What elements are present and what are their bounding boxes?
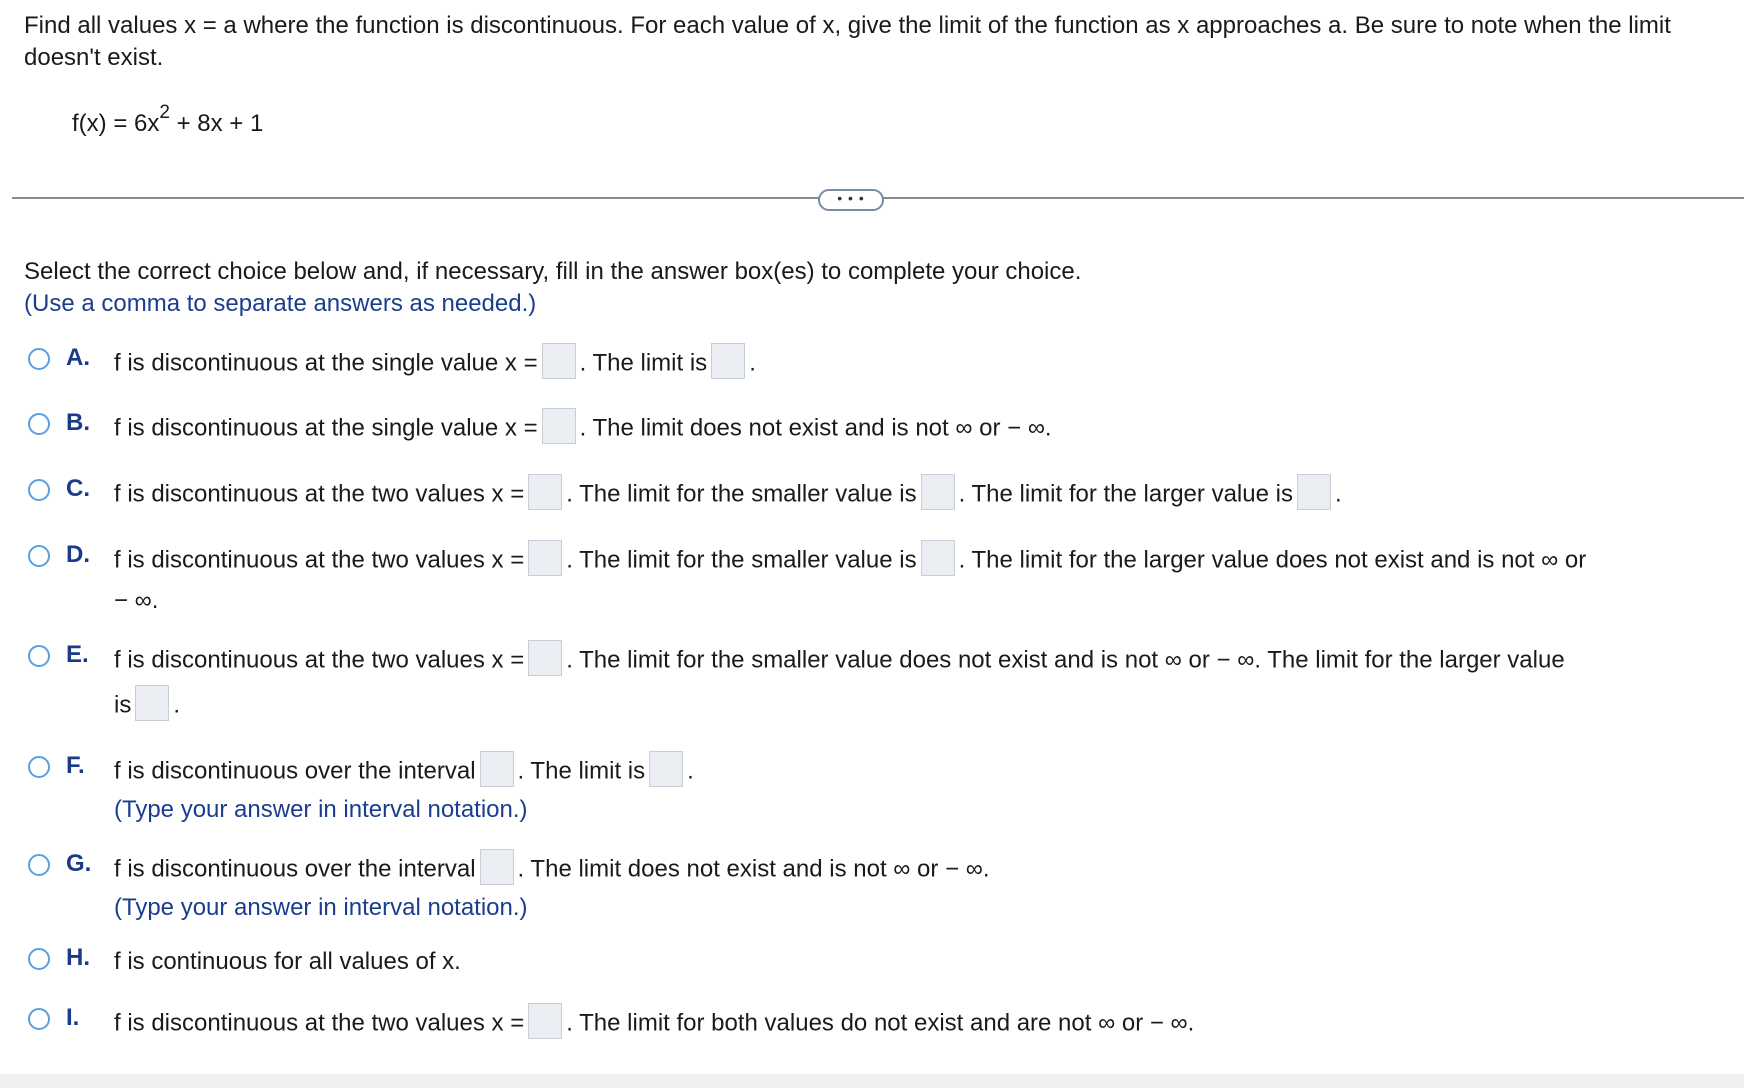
answer-box[interactable] [528, 640, 562, 676]
function-exponent: 2 [159, 102, 170, 123]
choice-letter: H. [66, 944, 90, 971]
choice-text: f is discontinuous at the two values x = [114, 1009, 525, 1037]
answer-box[interactable] [480, 751, 514, 787]
answer-box[interactable] [528, 540, 562, 576]
choice-text: . The limit for both values do not exist and are not ∞ or − ∞. [566, 1009, 1195, 1037]
function-rest: + 8x + 1 [169, 110, 264, 137]
choice-text: f is continuous for all values of x. [114, 948, 461, 975]
choice-text: f is discontinuous at the two values x = [114, 546, 525, 574]
radio-button-d[interactable] [28, 545, 50, 567]
answer-box[interactable] [1297, 474, 1331, 510]
choice-text: . The limit for the larger value is [958, 480, 1293, 508]
choice-letter: C. [66, 475, 90, 502]
choice-text: f is discontinuous at the single value x = [114, 414, 538, 442]
instructions [24, 256, 1081, 320]
choice-text: . The limit for the smaller value is [566, 480, 917, 508]
instructions-main: Select the correct choice below and, if necessary, fill in the answer box(es) to complete your choice. [24, 258, 1082, 285]
answer-box[interactable] [649, 751, 683, 787]
choice-letter: A. [66, 344, 90, 371]
instructions-hint: (Use a comma to separate answers as needed.) [24, 290, 537, 317]
radio-button-h[interactable] [28, 948, 50, 970]
answer-box[interactable] [135, 685, 169, 721]
radio-button-f[interactable] [28, 756, 50, 778]
more-options-button[interactable]: • • • [818, 189, 884, 211]
choice-text: . [173, 691, 181, 719]
choice-text: . The limit for the smaller value is [566, 546, 917, 574]
choice-text: . [749, 349, 756, 377]
answer-box[interactable] [542, 408, 576, 444]
choice-hint: (Type your answer in interval notation.) [114, 894, 528, 921]
choice-letter: G. [66, 850, 92, 877]
choice-letter: I. [66, 1004, 80, 1031]
choice-text: . The limit does not exist and is not ∞ or − ∞. [579, 414, 1052, 442]
choice-text: . The limit does not exist and is not ∞ or − ∞. [517, 855, 990, 883]
choice-text: f is discontinuous over the interval [114, 757, 476, 785]
radio-button-i[interactable] [28, 1008, 50, 1030]
choice-text: . The limit is [517, 757, 646, 785]
function-lhs: f(x) = 6x [72, 110, 160, 137]
answer-box[interactable] [480, 849, 514, 885]
answer-box[interactable] [528, 1003, 562, 1039]
question-text: Find all values x = a where the function is discontinuous. For each value of x, give the limit of the function as x approaches a. Be sure to note when the limit doesn't exist. [24, 12, 1671, 71]
choice-letter: B. [66, 409, 90, 436]
choice-letter: F. [66, 752, 85, 779]
choice-text: − ∞. [114, 587, 159, 614]
radio-button-b[interactable] [28, 413, 50, 435]
choice-text: . The limit for the larger value does not exist and is not ∞ or [958, 546, 1587, 574]
function-expression [72, 102, 264, 138]
answer-box[interactable] [921, 474, 955, 510]
radio-button-e[interactable] [28, 645, 50, 667]
choice-text: . [687, 757, 694, 785]
choice-text: . The limit for the smaller value does not exist and is not ∞ or − ∞. The limit for the larger value [566, 646, 1565, 674]
answer-box[interactable] [542, 343, 576, 379]
choice-letter: D. [66, 541, 90, 568]
radio-button-g[interactable] [28, 854, 50, 876]
choice-text: . [1334, 480, 1342, 508]
choice-letter: E. [66, 641, 89, 668]
choice-hint: (Type your answer in interval notation.) [114, 796, 528, 823]
bottom-bar [0, 1074, 1744, 1088]
radio-button-c[interactable] [28, 479, 50, 501]
choice-text: f is discontinuous at the two values x = [114, 480, 525, 508]
radio-button-a[interactable] [28, 348, 50, 370]
choice-text: f is discontinuous at the two values x = [114, 646, 525, 674]
answer-box[interactable] [711, 343, 745, 379]
answer-box[interactable] [921, 540, 955, 576]
choice-text: f is discontinuous over the interval [114, 855, 476, 883]
choice-text: f is discontinuous at the single value x = [114, 349, 538, 377]
choice-text: . The limit is [579, 349, 708, 377]
answer-box[interactable] [528, 474, 562, 510]
choice-text: is [114, 691, 132, 719]
